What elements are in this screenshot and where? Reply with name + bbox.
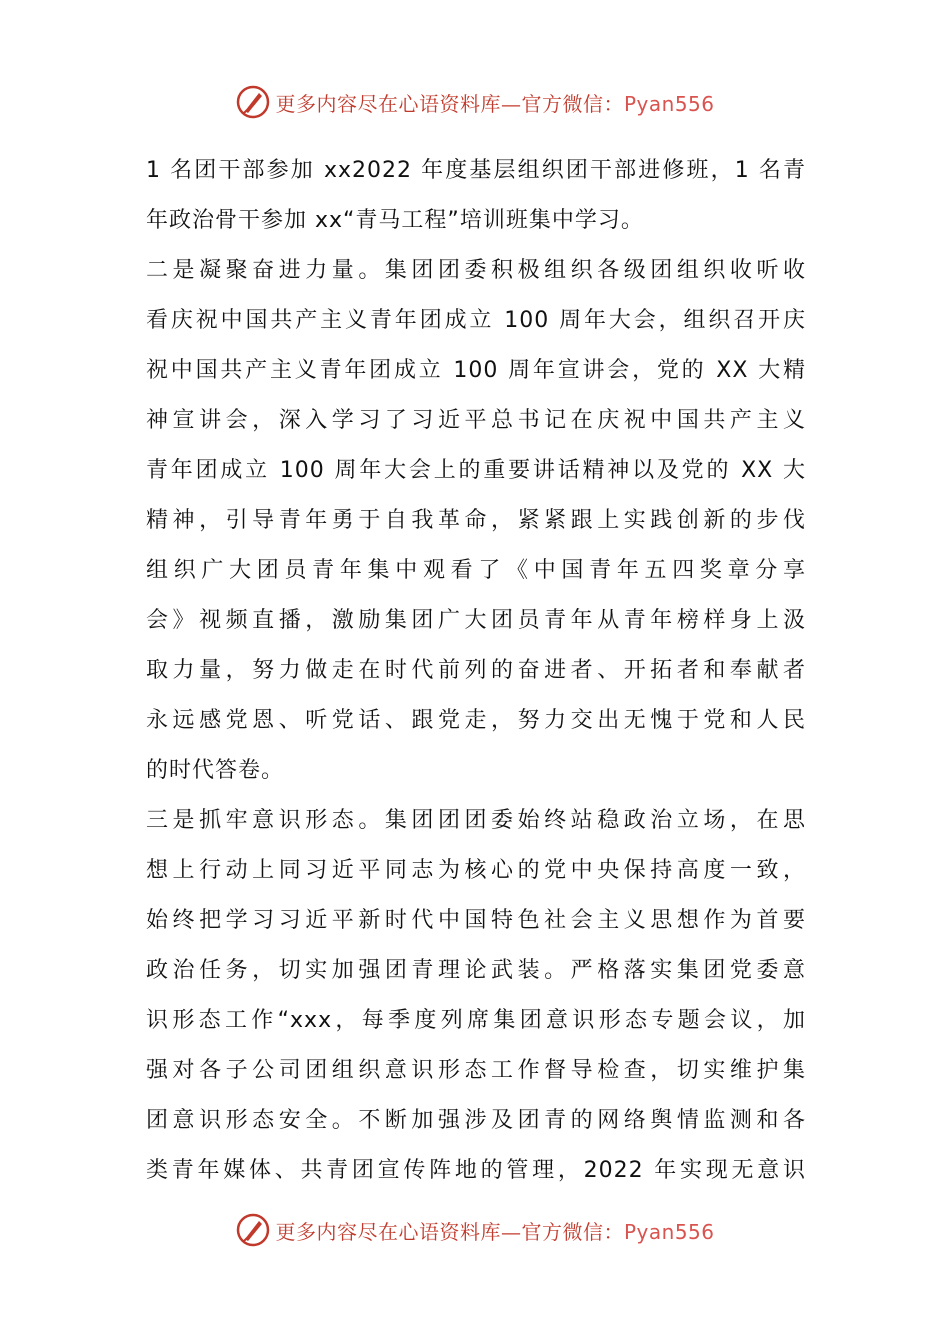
text-line: 1 名团干部参加 xx2022 年度基层组织团干部进修班，1 名青 [146,158,806,183]
text-line: 组织广大团员青年集中观看了《中国青年五四奖章分享 [146,558,806,583]
text-line: 始终把学习习近平新时代中国特色社会主义思想作为首要 [146,908,806,933]
text-line: 神宣讲会，深入学习了习近平总书记在庆祝中国共产主义 [146,408,806,433]
text-line: 识形态工作“xxx，每季度列席集团意识形态专题会议，加 [146,1008,806,1033]
text-line: 想上行动上同习近平同志为核心的党中央保持高度一致， [146,858,806,883]
text-line: 会》视频直播，激励集团广大团员青年从青年榜样身上汲 [146,608,806,633]
text-line: 永远感党恩、听党话、跟党走，努力交出无愧于党和人民 [146,708,806,733]
text-line: 政治任务，切实加强团青理论武装。严格落实集团党委意 [146,958,806,983]
text-line: 的时代答卷。 [146,758,285,783]
banner-text: 更多内容尽在心语资料库—官方微信：Pyan556 [275,1219,715,1244]
text-line: 青年团成立 100 周年大会上的重要讲话精神以及党的 XX 大 [146,458,806,483]
text-line: 看庆祝中国共产主义青年团成立 100 周年大会，组织召开庆 [146,308,806,333]
quill-pen-icon [235,84,271,120]
text-line: 年政治骨干参加 xx“青马工程”培训班集中学习。 [146,208,644,233]
quill-pen-icon [235,1212,271,1248]
text-line: 三是抓牢意识形态。集团团团委始终站稳政治立场，在思 [146,808,806,833]
text-line: 取力量，努力做走在时代前列的奋进者、开拓者和奉献者 [146,658,806,683]
text-line: 类青年媒体、共青团宣传阵地的管理，2022 年实现无意识 [146,1158,806,1183]
text-line: 祝中国共产主义青年团成立 100 周年宣讲会，党的 XX 大精 [146,358,806,383]
banner-text: 更多内容尽在心语资料库—官方微信：Pyan556 [275,91,715,116]
text-line: 强对各子公司团组织意识形态工作督导检查，切实维护集 [146,1058,806,1083]
text-line: 团意识形态安全。不断加强涉及团青的网络舆情监测和各 [146,1108,806,1133]
document-body [146,146,806,1196]
footer-banner [0,1208,950,1252]
text-line: 精神，引导青年勇于自我革命，紧紧跟上实践创新的步伐 [146,508,806,533]
text-line: 二是凝聚奋进力量。集团团委积极组织各级团组织收听收 [146,258,806,283]
header-banner [0,80,950,124]
